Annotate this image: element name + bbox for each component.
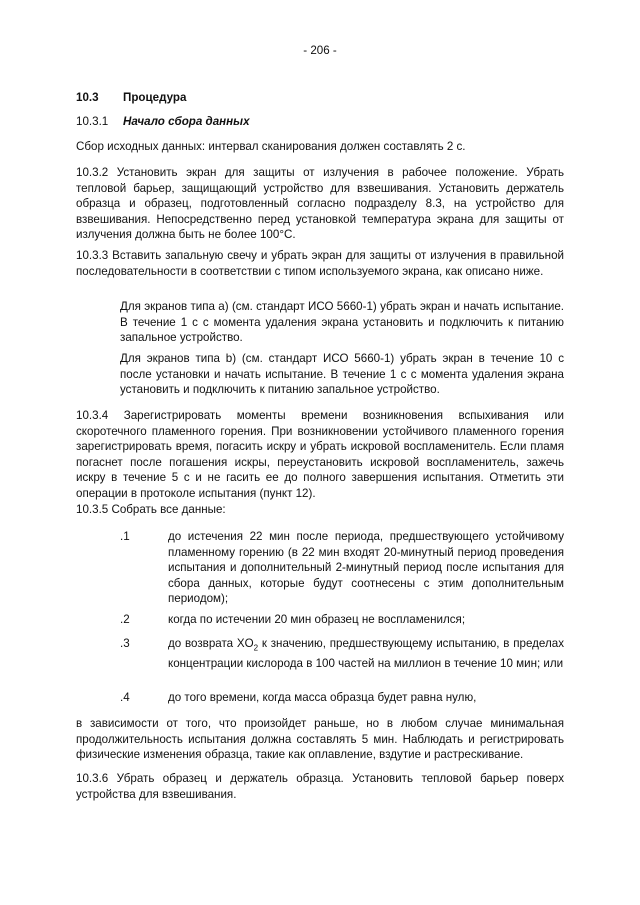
page-number: - 206 - — [303, 44, 337, 57]
section-number: 10.3 — [76, 91, 99, 104]
paragraph-10-3-5: 10.3.5 Собрать все данные: — [76, 503, 226, 516]
paragraph-initial-data: Сбор исходных данных: интервал сканирования должен составлять 2 с. — [76, 140, 466, 153]
section-heading — [76, 90, 564, 106]
list-item-number: .3 — [120, 637, 130, 650]
list-item — [120, 612, 564, 628]
paragraph-screen-type-a: Для экранов типа a) (см. стандарт ИСО 5660-1) убрать экран и начать испытание. В течение 1 с с момента удаления экрана установить и подключить к питанию запальное устройство. — [120, 300, 564, 345]
paragraph-10-3-2: 10.3.2 Установить экран для защиты от излучения в рабочее положение. Убрать тепловой барьер, защищающий устройство для взвешивания. Установить держатель образца и образец, подготовленный согласно подразделу 8.3, на устройство для взвешивания. Непосредственно перед установкой температура экрана для защиты от излучения должна быть не более 100°C. — [76, 166, 564, 242]
list-item — [120, 529, 564, 607]
list-item-number: .1 — [120, 530, 130, 543]
section-title: Процедура — [123, 91, 187, 104]
paragraph-after-list: в зависимости от того, что произойдет раньше, но в любом случае минимальная продолжительность испытания должна составлять 5 мин. Наблюдать и регистрировать физические изменения образца, такие как оплавление, вздутие и растрескивание. — [76, 717, 564, 762]
paragraph-10-3-3: 10.3.3 Вставить запальную свечу и убрать экран для защиты от излучения в правильной последовательности в соответствии с типом используемого экрана, как описано ниже. — [76, 249, 564, 278]
list-item-text: до того времени, когда масса образца будет равна нулю, — [168, 691, 477, 704]
list-item-number: .2 — [120, 613, 130, 626]
list-item-text: до возврата $XO_2$ к значению, предшествующему испытанию, в пределах концентрации кислорода в 100 частей на миллион в течение 10 мин; или — [168, 637, 564, 670]
paragraph-10-3-4: 10.3.4 Зарегистрировать моменты времени возникновения вспыхивания или скоротечного пламенного горения. При возникновении устойчивого пламенного горения зарегистрировать время, погасить искру и убрать искровой воспламенитель. Если пламя погаснет после погашения искры, переустановить искровой воспламенитель, зажечь искру в течение 5 с и не гасить ее до полного завершения испытания. Отметить эти операции в протоколе испытания (пункт 12). — [76, 409, 564, 500]
list-item-text: когда по истечении 20 мин образец не воспламенился; — [168, 613, 466, 626]
list-item-number: .4 — [120, 691, 130, 704]
paragraph-10-3-6: 10.3.6 Убрать образец и держатель образца. Установить тепловой барьер поверх устройства для взвешивания. — [76, 772, 564, 801]
list-item — [120, 690, 564, 706]
subsection-number: 10.3.1 — [76, 115, 109, 128]
subsection-title: Начало сбора данных — [123, 115, 250, 128]
list-item-text: до истечения 22 мин после периода, предшествующего устойчивому пламенному горению (в 22 мин входят 20-минутный период проведения испытания и дополнительный 2-минутный период после испытания для сбора данных, которые будут соотнесены с этим дополнительным периодом); — [168, 530, 564, 606]
list-item — [120, 636, 564, 672]
subsection-heading — [76, 114, 564, 130]
paragraph-screen-type-b: Для экранов типа b) (см. стандарт ИСО 5660-1) убрать экран в течение 10 с после установки и начать испытание. В течение 1 с с момента удаления экрана установить и подключить к питанию запальное устройство. — [120, 352, 564, 397]
